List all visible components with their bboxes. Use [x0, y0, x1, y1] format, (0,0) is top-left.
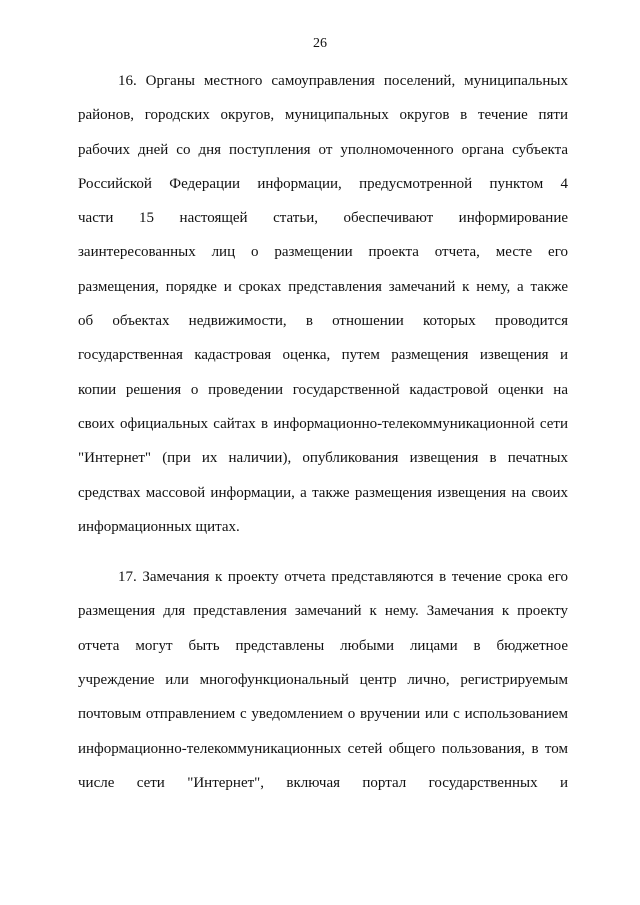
text-line: почтовым отправлением с уведомлением о вручении или с использованием [78, 706, 568, 723]
text-line: отчета могут быть представлены любыми лицами в бюджетное [78, 637, 568, 654]
text-line: размещения, порядке и сроках представления замечаний к нему, а также [78, 278, 568, 295]
text-line: числе сети "Интернет", включая портал государственных и [78, 774, 568, 791]
document-body [78, 71, 568, 807]
text-line: "Интернет" (при их наличии), опубликования извещения в печатных [78, 450, 568, 467]
text-line: учреждение или многофункциональный центр лично, регистрируемым [78, 672, 568, 689]
text-line: размещения для представления замечаний к нему. Замечания к проекту [78, 603, 568, 620]
text-line: заинтересованных лиц о размещении проекта отчета, месте его [78, 244, 568, 261]
text-line: государственная кадастровая оценка, путем размещения извещения и [78, 347, 568, 364]
text-line: рабочих дней со дня поступления от уполномоченного органа субъекта [78, 141, 568, 158]
page-number: 26 [313, 36, 327, 51]
text-line: об объектах недвижимости, в отношении которых проводится [78, 313, 568, 330]
paragraph-gap [78, 551, 568, 567]
text-line: информационно-телекоммуникационных сетей общего пользования, в том [78, 740, 568, 757]
text-line: районов, городских округов, муниципальных округов в течение пяти [78, 107, 568, 124]
text-line: информационных щитах. [78, 518, 240, 535]
text-line: Российской Федерации информации, предусмотренной пунктом 4 [78, 175, 568, 192]
text-line: 16. Органы местного самоуправления поселений, муниципальных [118, 73, 568, 89]
text-line: части 15 настоящей статьи, обеспечивают информирование [78, 210, 568, 227]
text-line: 17. Замечания к проекту отчета представляются в течение срока его [118, 569, 568, 586]
text-line: своих официальных сайтах в информационно-телекоммуникационной сети [78, 415, 568, 432]
text-line: копии решения о проведении государственной кадастровой оценки на [78, 381, 568, 398]
paragraph-16 [78, 71, 568, 551]
paragraph-17 [78, 567, 568, 807]
text-line: средствах массовой информации, а также размещения извещения на своих [78, 484, 568, 501]
